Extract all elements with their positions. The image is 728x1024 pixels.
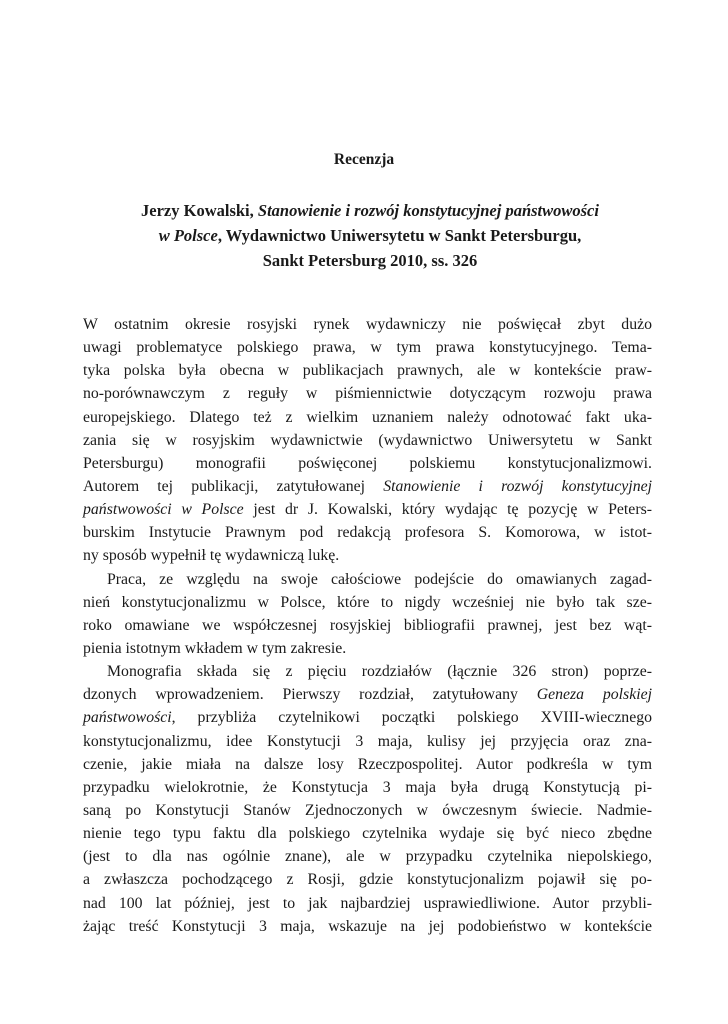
text-line: (jest to dla nas ogólnie znane), ale w przypadku czytelnika niepolskiego,: [83, 848, 652, 866]
book-place-year-pages: Sankt Petersburg 2010, ss. 326: [262, 251, 478, 270]
review-body: [83, 313, 652, 938]
book-title-part-2: w Polsce: [158, 226, 218, 245]
text-line: dzonych wprowadzeniem. Pierwszy rozdział, zatytułowany Geneza polskiej: [83, 686, 652, 704]
text-line: czenie, jakie miała na dalsze losy Rzeczpospolitej. Autor podkreśla w tym: [83, 755, 652, 773]
text-line: Autorem tej publikacji, zatytułowanej Stanowienie i rozwój konstytucyjnej: [83, 477, 652, 495]
text-line: nienie tego typu faktu dla polskiego czytelnika wydaje się być nieco zbędne: [83, 825, 652, 843]
text-line: Petersburgu) monografii poświęconej polskiemu konstytucjonalizmowi.: [83, 454, 652, 472]
text-line: uwagi problematyce polskiego prawa, w tym prawa konstytucyjnego. Tema-: [83, 339, 652, 357]
book-reference: [90, 198, 650, 273]
text-line: ny sposób wypełnił tę wydawniczą lukę.: [83, 547, 340, 565]
text-line: nień konstytucjonalizmu w Polsce, które to nigdy wcześniej nie było tak sze-: [83, 593, 652, 611]
text-line: Praca, ze względu na swoje całościowe podejście do omawianych zagad-: [107, 570, 652, 588]
book-ref-line-3: [90, 248, 650, 273]
text-line: Monografia składa się z pięciu rozdziałów (łącznie 326 stron) poprze-: [107, 663, 652, 681]
section-label: Recenzja: [333, 151, 395, 168]
text-line: W ostatnim okresie rosyjski rynek wydawniczy nie poświęcał zbyt dużo: [83, 316, 652, 333]
book-publisher: , Wydawnictwo Uniwersytetu w Sankt Petersburgu,: [217, 226, 582, 245]
text-line: roko omawiane we współczesnej rosyjskiej bibliografii prawnej, jest bez wąt-: [83, 616, 652, 634]
book-title-part-1: Stanowienie i rozwój konstytucyjnej państwowości: [257, 201, 599, 220]
book-ref-line-1: [90, 198, 650, 223]
text-line: europejskiego. Dlatego też z wielkim uznaniem należy odnotować fakt uka-: [83, 408, 652, 426]
text-line: saną po Konstytucji Stanów Zjednoczonych w ówczesnym świecie. Nadmie-: [83, 801, 652, 819]
text-line: a zwłaszcza pochodzącego z Rosji, gdzie konstytucjonalizm pojawił się po-: [83, 871, 652, 889]
text-line: konstytucjonalizmu, idee Konstytucji 3 maja, kulisy jej przyjęcia oraz zna-: [83, 732, 652, 750]
text-line: no-porównawczym z reguły w piśmiennictwie dotyczącym rozwoju prawa: [83, 385, 652, 403]
text-line: państwowości, przybliża czytelnikowi początki polskiego XVIII-wiecznego: [83, 709, 652, 727]
paragraph-3: [83, 660, 652, 938]
paragraph-1: [83, 313, 652, 568]
text-line: żając treść Konstytucji 3 maja, wskazuje na jej podobieństwo w kontekście: [83, 917, 652, 935]
text-line: zania się w rosyjskim wydawnictwie (wydawnictwo Uniwersytetu w Sankt: [83, 431, 652, 449]
paragraph-2: [83, 568, 652, 661]
book-author: Jerzy Kowalski,: [141, 201, 258, 220]
book-ref-line-2: [90, 223, 650, 248]
text-line: pienia istotnym wkładem w tym zakresie.: [83, 639, 347, 657]
text-line: nad 100 lat później, jest to jak najbardziej usprawiedliwione. Autor przybli-: [83, 894, 652, 912]
text-line: burskim Instytucie Prawnym pod redakcją profesora S. Komorowa, w istot-: [83, 524, 652, 542]
text-line: przypadku wielokrotnie, że Konstytucja 3 maja była drugą Konstytucją pi-: [83, 778, 652, 796]
text-line: państwowości w Polsce jest dr J. Kowalski, który wydając tę pozycję w Peters-: [83, 501, 652, 519]
text-line: tyka polska była obecna w publikacjach prawnych, ale w kontekście praw-: [83, 362, 652, 380]
